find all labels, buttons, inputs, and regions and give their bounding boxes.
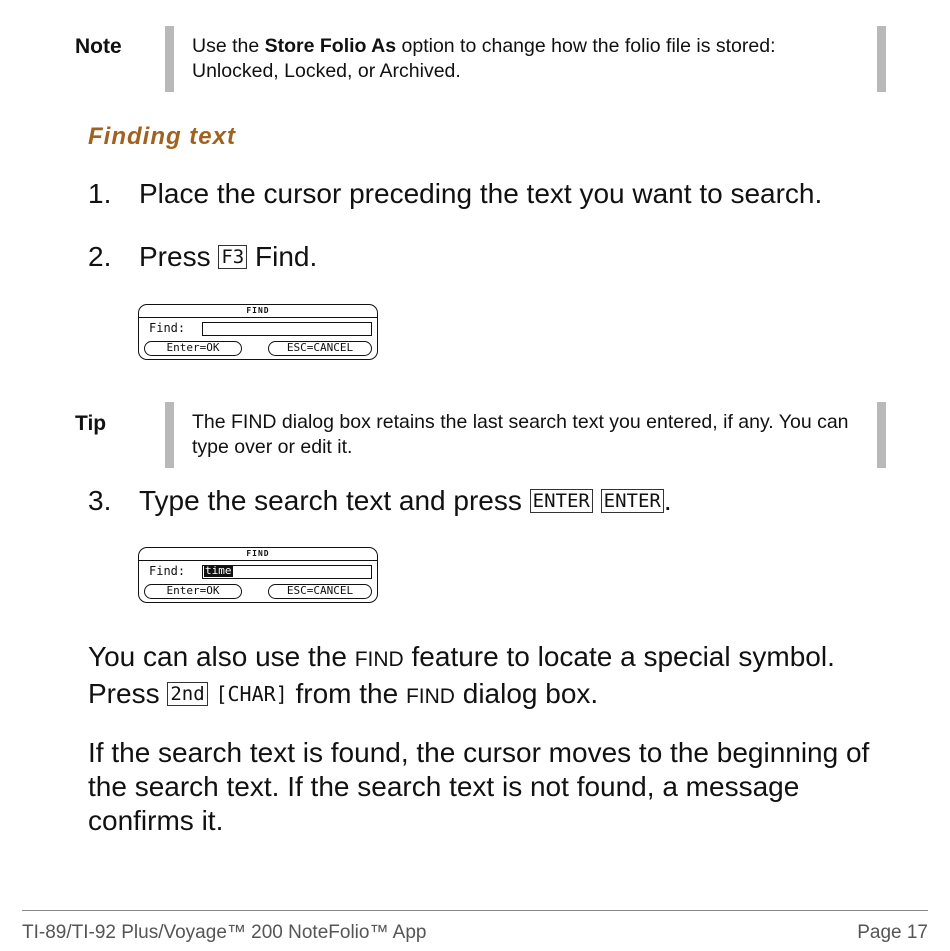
ok-button[interactable]: Enter=OK: [144, 341, 242, 356]
find-smallcaps: FIND: [405, 685, 455, 708]
note-text-suffix: option to change how the folio file is stored: Unlocked, Locked, or Archived.: [192, 35, 776, 82]
f3-key: F3: [218, 245, 247, 269]
para-text: feature to locate a special symbol.: [403, 641, 835, 672]
cancel-button[interactable]: ESC=CANCEL: [268, 584, 372, 599]
dialog-title: FIND: [138, 547, 378, 561]
special-symbol-paragraph: [88, 640, 908, 714]
step-text: [139, 240, 317, 274]
find-input[interactable]: [202, 322, 372, 336]
find-smallcaps: FIND: [354, 648, 404, 671]
find-input[interactable]: [202, 565, 372, 579]
step-text-before: Press: [139, 241, 219, 272]
tip-bar-right: [877, 402, 886, 468]
tip-callout: [0, 402, 950, 468]
note-text-prefix: Use the: [192, 35, 265, 57]
char-key: [CHAR]: [215, 682, 288, 706]
para-text: dialog box.: [454, 678, 599, 709]
tip-label: Tip: [75, 412, 107, 435]
step-text-after: .: [663, 485, 672, 516]
cancel-button[interactable]: ESC=CANCEL: [268, 341, 372, 356]
page-number: Page 17: [857, 922, 928, 943]
note-callout: [0, 26, 950, 92]
search-result-paragraph: If the search text is found, the cursor moves to the beginning of the search text. If the search text is not found, a message confirms it.: [88, 737, 870, 836]
step-number: 2.: [88, 241, 112, 272]
note-bar-left: [165, 26, 174, 92]
para-text: from the: [287, 678, 406, 709]
enter-key: ENTER: [601, 489, 664, 513]
step-number: 3.: [88, 485, 112, 516]
step-text-before: Type the search text and press: [139, 485, 530, 516]
para-text: Press: [88, 678, 168, 709]
find-dialog-empty: [138, 304, 378, 360]
footer-divider: [22, 910, 928, 911]
find-label: Find:: [149, 564, 186, 578]
tip-text: The FIND dialog box retains the last search text you entered, if any. You can type over or edit it.: [192, 411, 849, 458]
enter-key: ENTER: [530, 489, 593, 513]
para-text: You can also use the: [88, 641, 355, 672]
step-text: Place the cursor preceding the text you want to search.: [139, 178, 823, 209]
find-dialog-filled: [138, 547, 378, 603]
tip-bar-left: [165, 402, 174, 468]
find-label: Find:: [149, 321, 186, 335]
note-label: Note: [75, 35, 122, 58]
note-text-bold: Store Folio As: [264, 35, 397, 57]
footer-title: TI-89/TI-92 Plus/Voyage™ 200 NoteFolio™ App: [22, 922, 427, 943]
step-text: [139, 484, 672, 518]
note-text: [192, 34, 862, 84]
section-heading: Finding text: [88, 123, 236, 150]
note-bar-right: [877, 26, 886, 92]
ok-button[interactable]: Enter=OK: [144, 584, 242, 599]
dialog-title: FIND: [138, 304, 378, 318]
2nd-key: 2nd: [167, 682, 207, 706]
step-text-after: Find.: [247, 241, 318, 272]
find-input-value: time: [205, 564, 232, 577]
step-number: 1.: [88, 178, 112, 209]
